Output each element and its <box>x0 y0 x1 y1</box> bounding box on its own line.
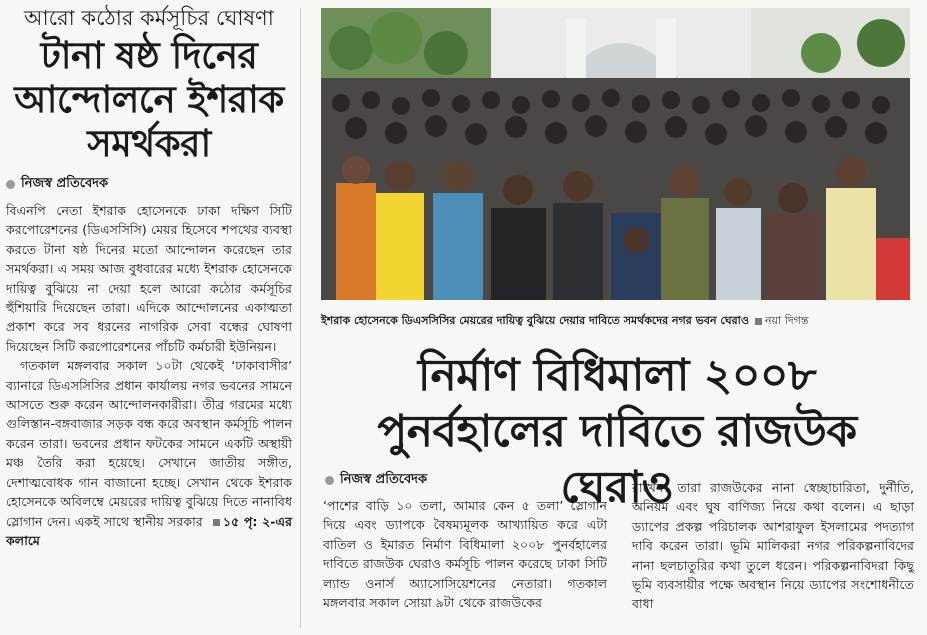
left-story-kicker: আরো কঠোর কর্মসূচির ঘোষণা <box>24 6 274 30</box>
main-story-byline <box>325 470 427 491</box>
credit-square-icon <box>755 318 762 325</box>
main-story-column-2-text: রাখেন। তারা রাজউকের নানা স্বেচ্ছাচারিতা, দুর্নীতি, অনিয়ম এবং ঘুষ বাণিজ্য নিয়ে কথা বলেন। এ ছাড়া ড্যাপের প্রকল্প পরিচালক আশরাফুল ইসলামের পদত্যাগ দাবি করেন তারা। ভূমি মালিকরা নগর পরিকল্পনাবিদের নানা ছলচাতুরির কথা তুলে ধরেন। পরিকল্পনাবিদরা কিছু ভূমি ব্যবসায়ীর পক্ষে অবস্থান নিয়ে ড্যাপের সংশোধনীতে বাধা <box>632 480 914 612</box>
left-story-jump: ১৫ পৃ: ২-এর কলামে <box>6 513 292 548</box>
main-story-column-1-text: ‘পাশের বাড়ি ১০ তলা, আমার কেন ৫ তলা’ স্লোগান দিয়ে এবং ড্যাপকে বৈষম্যমূলক আখ্যায়িত করে এটা বাতিল ও ইমারত নির্মাণ বিধিমালা ২০০৮ পুনর্বহালের দাবিতে রাজউক ঘেরাও কর্মসূচি পালন করেছে ঢাকা সিটি ল্যান্ড ওনার্স অ্যাসোসিয়েশনের নেতারা। গতকাল মঙ্গলবার সকাল সোয়া ৯টা থেকে রাজউকের <box>323 498 607 611</box>
jump-square-icon <box>213 519 220 526</box>
left-story-byline-text: নিজস্ব প্রতিবেদক <box>21 176 109 191</box>
protest-photo <box>321 8 910 300</box>
left-story-byline <box>6 174 292 195</box>
left-story-headline: টানা ষষ্ঠ দিনের আন্দোলনে ইশরাক সমর্থকরা <box>14 34 284 165</box>
bullet-icon <box>325 476 334 485</box>
main-story-column-2 <box>632 478 914 614</box>
photo-caption <box>321 312 913 331</box>
left-story-paragraph-1: বিএনপি নেতা ইশরাক হোসেনকে ঢাকা দক্ষিণ সিটি করপোরেশনের (ডিএসসিসি) মেয়র হিসেবে শপথের ব্যবস্থা করতে টানা ষষ্ঠ দিনের মতো আন্দোলন করেছেন তার সমর্থকরা। এ সময় আজ বুধবারের মধ্যে ইশরাক হোসেনকে দায়িত্ব বুঝিয়ে না দেয়া হলে আরো কঠোর কর্মসূচির হুঁশিয়ারি দিয়েছেন তারা। এদিকে আন্দোলনের একাত্মতা প্রকাশ করে সব ধরনের নাগরিক সেবা বন্ধের ঘোষণা দিয়েছেন সিটি করপোরেশনের পাঁচটি কর্মচারী ইউনিয়ন। <box>6 203 292 354</box>
photo-credit: নয়া দিগন্ত <box>764 314 809 327</box>
main-story-headline: নির্মাণ বিধিমালা ২০০৮ পুনর্বহালের দাবিতে রাজউক ঘেরাও <box>377 350 857 513</box>
photo-caption-text: ইশরাক হোসেনকে ডিএসসিসির মেয়রের দায়িত্ব বুঝিয়ে দেয়ার দাবিতে সমর্থকদের নগর ভবন ঘেরাও <box>321 314 749 327</box>
protest-crowd-image <box>321 8 910 300</box>
left-story <box>6 4 292 550</box>
main-story-byline-text: নিজস্ব প্রতিবেদক <box>340 472 428 487</box>
column-divider <box>300 8 301 628</box>
main-story-column-1 <box>323 496 607 612</box>
bullet-icon <box>6 180 15 189</box>
left-story-paragraph-2 <box>6 356 292 550</box>
left-story-paragraph-2-text: গতকাল মঙ্গলবার সকাল ১০টা থেকেই ‘ঢাকাবাসীর’ ব্যানারে ডিএসসিসির প্রধান কার্যালয় নগর ভবনের সামনে আসতে শুরু করেন আন্দোলনকারীরা। তীব্র গরমের মধ্যে গুলিস্তান-বঙ্গবাজার সড়ক বন্ধ করে অবস্থান কর্মসূচি পালন করেন তারা। ভবনের প্রধান ফটকের সামনে একটি অস্থায়ী মঞ্চ তৈরি করা হয়েছে। সেখানে জাতীয় সঙ্গীত, দেশাত্মবোধক গান বাজানো হচ্ছে। সেখান থেকে ইশরাক হোসেনকে অবিলম্বে মেয়রের দায়িত্ব বুঝিয়ে দিতে নানাবিধ স্লোগান দেন। একই সাথে স্থানীয় সরকার <box>6 358 292 529</box>
